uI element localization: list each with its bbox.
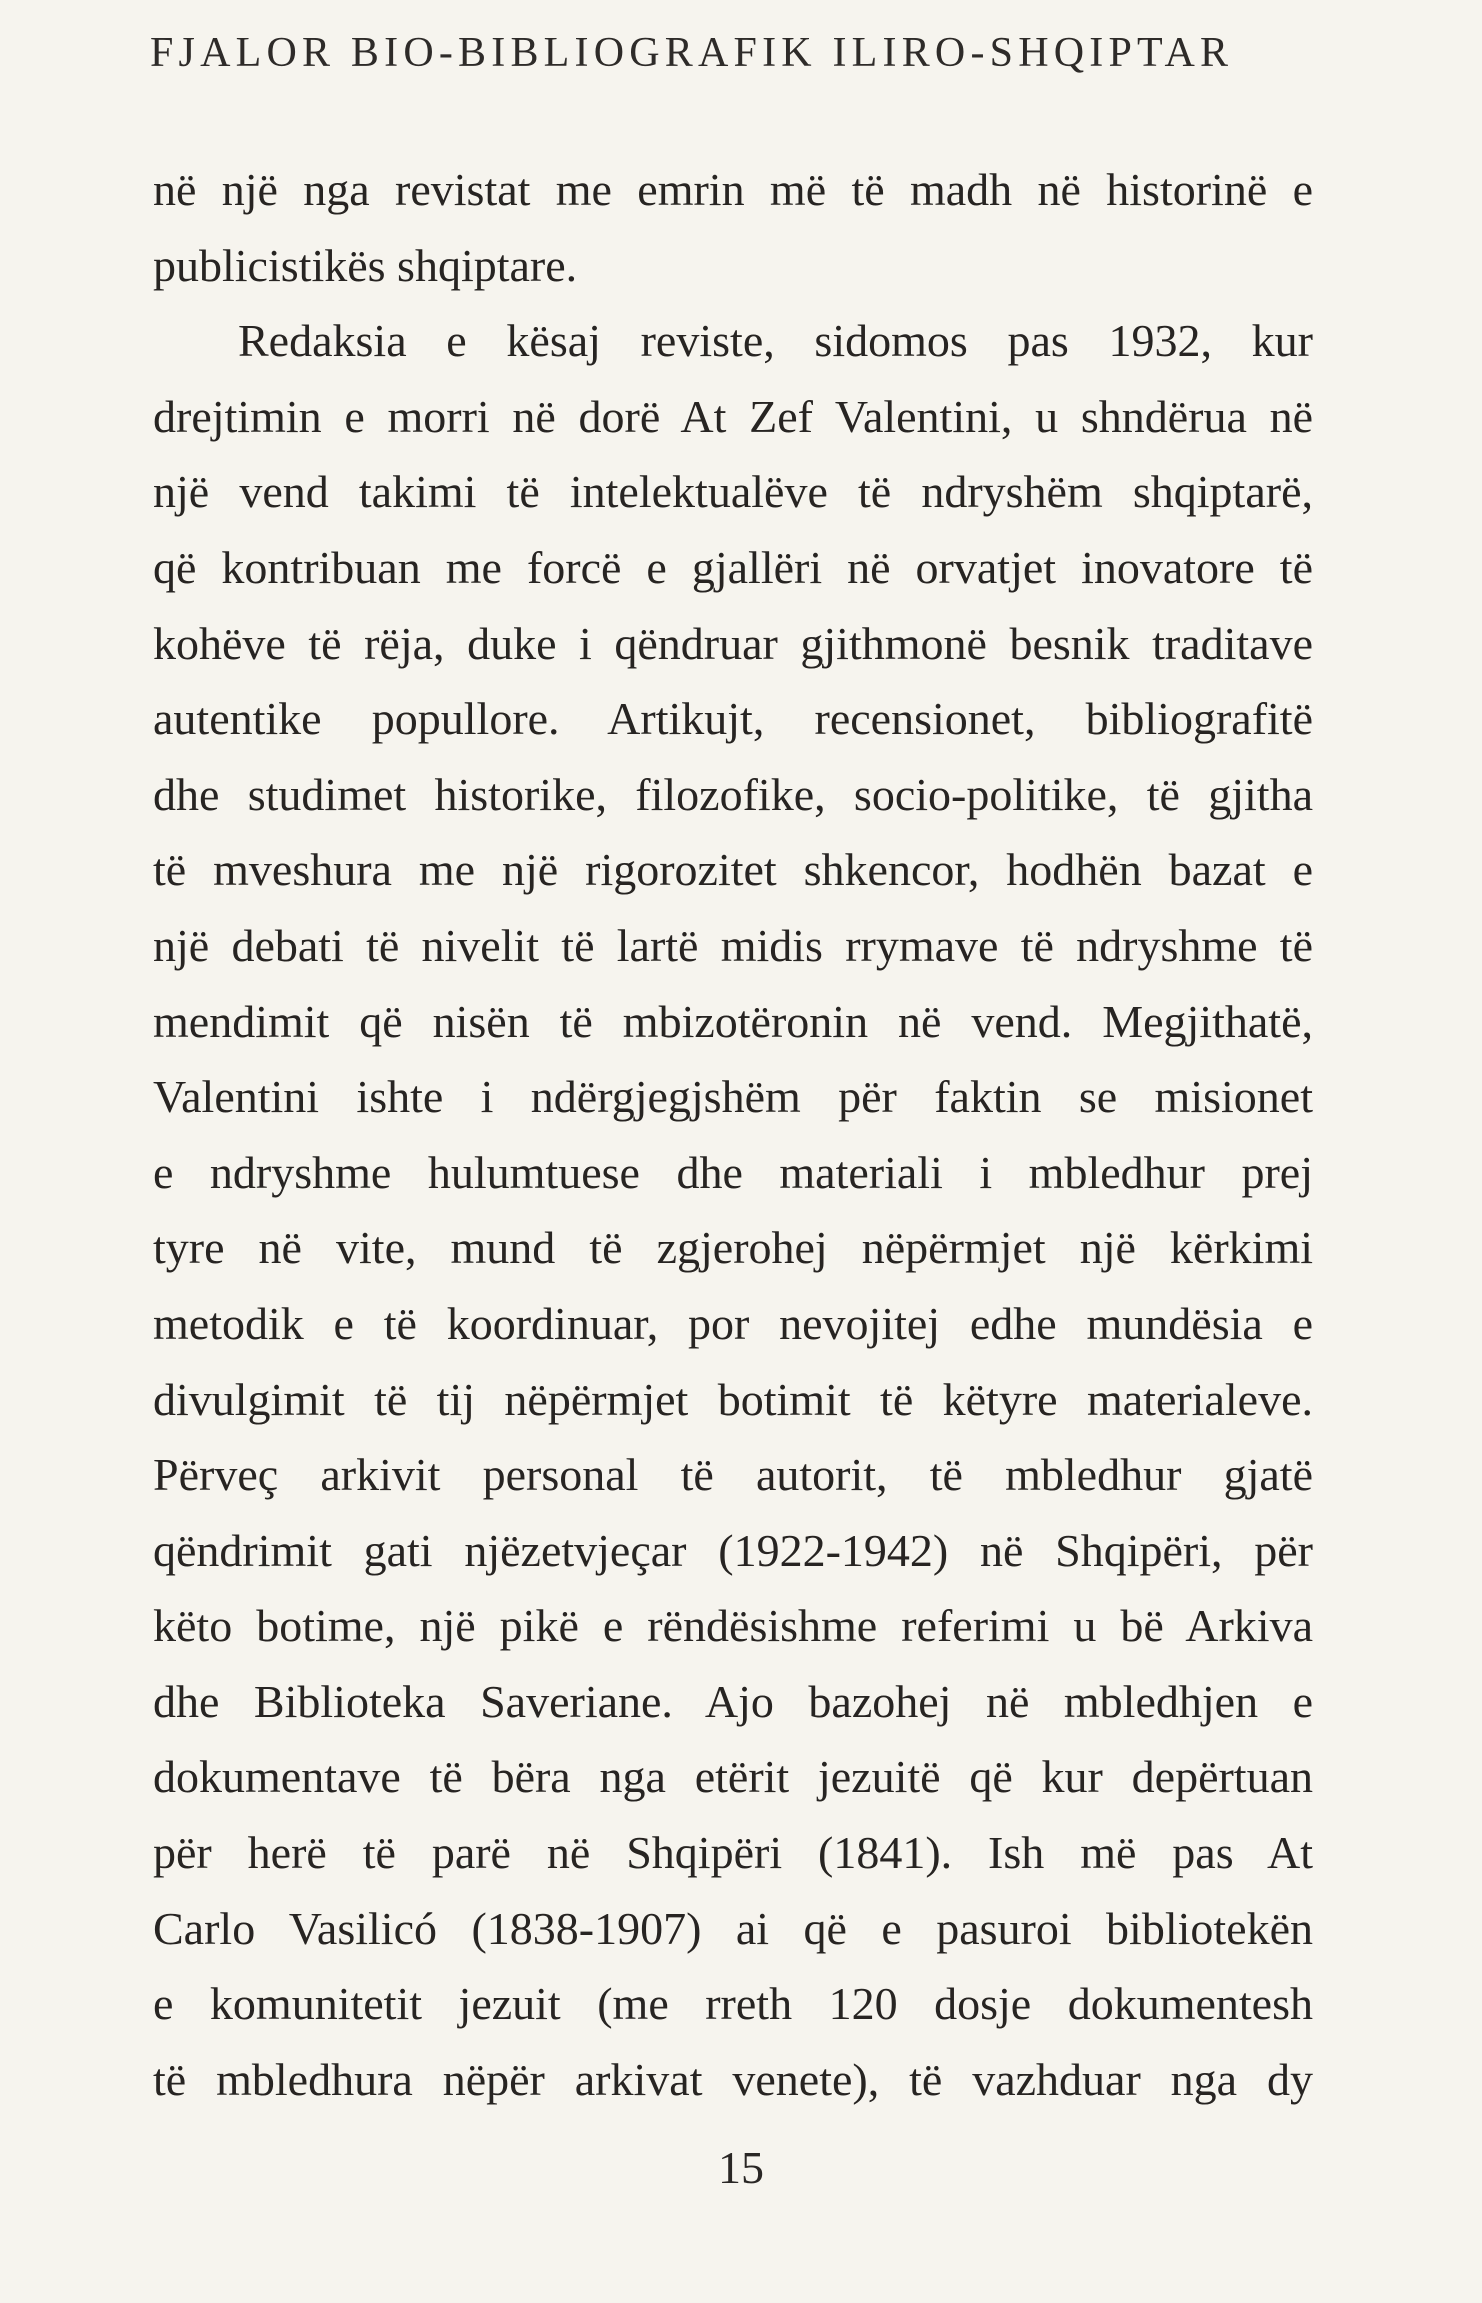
running-head: FJALOR BIO-BIBLIOGRAFIK ILIRO-SHQIPTAR [150, 30, 1234, 76]
text-line: drejtimin e morri në dorë At Zef Valentini, u shndërua në [153, 390, 1313, 442]
body-text [153, 152, 1313, 2117]
text-line: Carlo Vasilicó (1838-1907) ai që e pasuroi bibliotekën [153, 1902, 1313, 1954]
text-line: e ndryshme hulumtuese dhe materiali i mbledhur prej [153, 1146, 1313, 1198]
text-line: Valentini ishte i ndërgjegjshëm për faktin se misionet [153, 1071, 1313, 1123]
text-line: autentike popullore. Artikujt, recensionet, bibliografitë [153, 693, 1313, 745]
text-line: të mbledhura nëpër arkivat venete), të vazhduar nga dy [153, 2053, 1313, 2105]
text-line: Përveç arkivit personal të autorit, të mbledhur gjatë [153, 1449, 1313, 1501]
text-line: divulgimit të tij nëpërmjet botimit të këtyre materialeve. [153, 1373, 1313, 1425]
text-line: Redaksia e kësaj reviste, sidomos pas 1932, kur [238, 315, 1313, 367]
text-line: qëndrimit gati njëzetvjeçar (1922-1942) në Shqipëri, për [153, 1524, 1313, 1576]
text-line: dhe studimet historike, filozofike, socio-politike, të gjitha [153, 768, 1313, 820]
text-line: kohëve të rëja, duke i qëndruar gjithmonë besnik traditave [153, 617, 1313, 669]
text-line: tyre në vite, mund të zgjerohej nëpërmjet një kërkimi [153, 1222, 1313, 1274]
text-line: që kontribuan me forcë e gjallëri në orvatjet inovatore të [153, 541, 1313, 593]
text-line: e komunitetit jezuit (me rreth 120 dosje dokumentesh [153, 1978, 1313, 2030]
page-number: 15 [718, 2142, 764, 2193]
text-line: në një nga revistat me emrin më të madh në historinë e [153, 164, 1313, 215]
text-line: publicistikës shqiptare. [153, 239, 578, 291]
text-line: një vend takimi të intelektualëve të ndryshëm shqiptarë, [153, 466, 1313, 518]
text-line: mendimit që nisën të mbizotëronin në vend. Megjithatë, [153, 995, 1313, 1047]
text-line: një debati të nivelit të lartë midis rrymave të ndryshme të [153, 919, 1313, 971]
text-line: këto botime, një pikë e rëndësishme referimi u bë Arkiva [153, 1600, 1313, 1652]
text-line: të mveshura me një rigorozitet shkencor, hodhën bazat e [153, 844, 1313, 896]
text-line: dokumentave të bëra nga etërit jezuitë që kur depërtuan [153, 1751, 1313, 1803]
text-line: metodik e të koordinuar, por nevojitej edhe mundësia e [153, 1297, 1313, 1349]
text-line: dhe Biblioteka Saveriane. Ajo bazohej në mbledhjen e [153, 1675, 1313, 1727]
text-line: për herë të parë në Shqipëri (1841). Ish më pas At [153, 1827, 1313, 1879]
